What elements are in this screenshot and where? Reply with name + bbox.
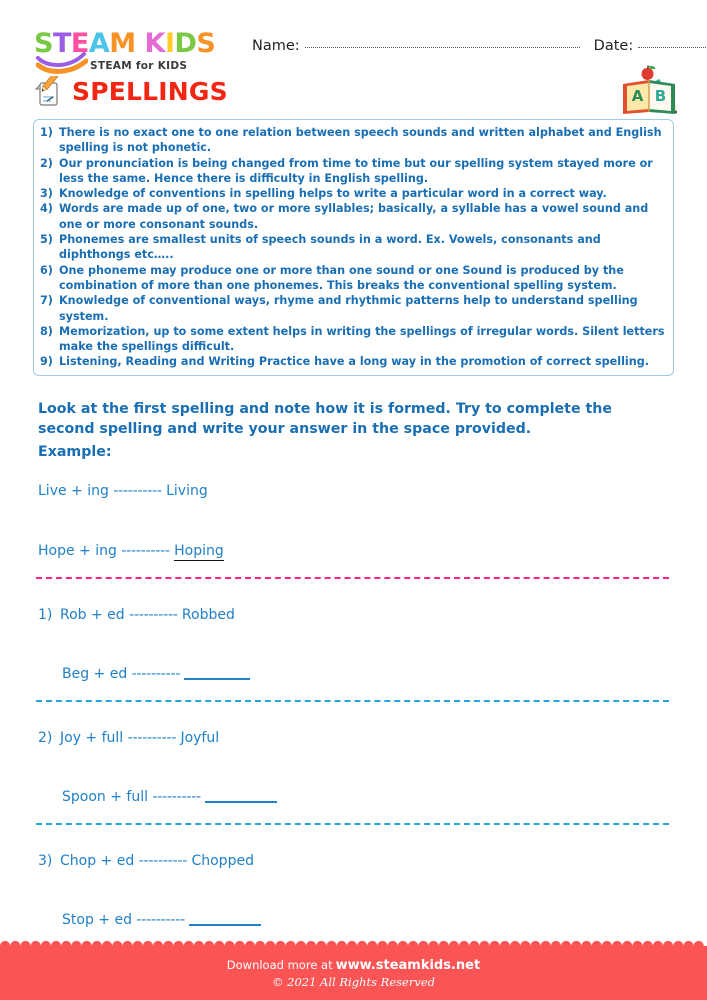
logo-letter-6: K bbox=[144, 28, 165, 59]
exercise-number: 1) bbox=[38, 607, 53, 623]
footer-copyright: © 2021 All Rights Reserved bbox=[271, 974, 435, 989]
dash-connector: ---------- bbox=[131, 666, 185, 682]
logo-letter-2: E bbox=[70, 28, 89, 59]
example-answer-filled: Hoping bbox=[174, 543, 224, 559]
instruction-number: 2) bbox=[40, 156, 53, 170]
instruction-number: 6) bbox=[40, 263, 53, 277]
instruction-number: 3) bbox=[40, 187, 53, 201]
instruction-text: Listening, Reading and Writing Practice have a long way in the promotion of correct spelling. bbox=[59, 355, 649, 369]
logo-wordmark bbox=[34, 30, 234, 58]
instructions-box bbox=[33, 119, 674, 376]
example-stem: Hope + ing bbox=[38, 543, 122, 559]
name-label: Name: bbox=[252, 38, 300, 54]
exercise-stem: Joy + full bbox=[60, 730, 128, 746]
dash-connector: ---------- bbox=[113, 483, 167, 499]
exercise-line bbox=[62, 788, 277, 806]
svg-text:B: B bbox=[654, 87, 667, 105]
instruction-item bbox=[40, 125, 666, 156]
logo-letter-0: S bbox=[34, 28, 53, 59]
exercise-line bbox=[38, 852, 254, 870]
instruction-number: 4) bbox=[40, 202, 53, 216]
dash-connector: ---------- bbox=[129, 607, 182, 623]
steam-kids-logo bbox=[34, 30, 234, 72]
answer-blank[interactable] bbox=[189, 912, 261, 926]
task-instruction: Look at the first spelling and note how it is formed. Try to complete the second spelling and write your answer in the space provided. bbox=[38, 401, 613, 437]
logo-letter-5 bbox=[136, 30, 145, 58]
exercise-stem: Chop + ed bbox=[60, 853, 139, 869]
instruction-item bbox=[40, 186, 666, 201]
example-label: Example: bbox=[38, 444, 112, 460]
logo-letter-3: A bbox=[88, 28, 110, 59]
logo-letter-9: S bbox=[196, 28, 216, 59]
worksheet-title-row bbox=[34, 76, 228, 108]
instruction-text: Knowledge of conventional ways, rhyme and rhythmic patterns help to understand spelling system. bbox=[59, 294, 638, 323]
name-date-row bbox=[252, 38, 682, 54]
answer-blank[interactable] bbox=[184, 666, 250, 680]
exercise-given-answer: Robbed bbox=[181, 607, 235, 623]
footer-scallop-edge bbox=[0, 935, 707, 946]
instruction-item bbox=[40, 324, 666, 355]
name-input-line[interactable] bbox=[305, 46, 580, 48]
exercise-line bbox=[38, 542, 224, 560]
instruction-text: Our pronunciation is being changed from time to time but our spelling system stayed more or less the same. Hence there is difficulty in English spelling. bbox=[59, 156, 653, 185]
section-divider bbox=[36, 577, 669, 579]
date-input-line[interactable] bbox=[638, 46, 707, 48]
dash-connector: ---------- bbox=[136, 912, 190, 928]
abc-book-icon bbox=[619, 64, 681, 120]
logo-letter-4: M bbox=[109, 28, 136, 59]
instruction-number: 7) bbox=[40, 294, 53, 308]
section-divider bbox=[36, 823, 669, 825]
instruction-number: 1) bbox=[40, 126, 53, 139]
instruction-text: Words are made up of one, two or more syllables; basically, a syllable has a vowel sound and one or more consonant sounds. bbox=[59, 202, 649, 231]
instruction-text: There is no exact one to one relation between speech sounds and written alphabet and English spelling is not phonetic. bbox=[59, 126, 662, 155]
instruction-text: Memorization, up to some extent helps in writing the spellings of irregular words. Silent letters make the spellings difficult. bbox=[59, 324, 665, 354]
date-label: Date: bbox=[593, 38, 634, 54]
footer-content bbox=[0, 946, 707, 1000]
instruction-item bbox=[40, 263, 666, 294]
section-divider bbox=[36, 700, 669, 702]
instruction-item bbox=[40, 156, 666, 187]
instruction-item bbox=[40, 293, 666, 324]
page-footer bbox=[0, 936, 707, 1000]
instruction-item bbox=[40, 201, 666, 232]
exercise-task-stem: Beg + ed bbox=[62, 666, 132, 682]
dash-connector: ---------- bbox=[138, 853, 192, 869]
exercise-line bbox=[38, 482, 208, 500]
exercise-given-answer: Joyful bbox=[180, 730, 220, 746]
instruction-number: 8) bbox=[40, 324, 53, 338]
answer-blank[interactable] bbox=[205, 789, 277, 803]
exercise-task-stem: Stop + ed bbox=[62, 912, 137, 928]
logo-letter-8: D bbox=[174, 28, 197, 59]
footer-download-prefix: Download more at bbox=[226, 957, 333, 972]
dash-connector: ---------- bbox=[127, 730, 181, 746]
exercise-line bbox=[62, 665, 250, 683]
instruction-text: One phoneme may produce one or more than one sound or one Sound is produced by the combination of more than one phonemes. This breaks the conventional spelling system. bbox=[59, 263, 624, 292]
footer-site-link[interactable]: www.steamkids.net bbox=[335, 957, 481, 973]
page-header bbox=[0, 0, 707, 120]
example-answer: Living bbox=[166, 483, 208, 499]
exercise-line bbox=[38, 606, 235, 624]
instruction-item bbox=[40, 232, 666, 263]
logo-letter-1: T bbox=[52, 28, 71, 59]
exercise-number: 3) bbox=[38, 853, 53, 869]
exercise-given-answer: Chopped bbox=[191, 853, 254, 869]
exercise-number: 2) bbox=[38, 730, 53, 746]
logo-tagline: STEAM for KIDS bbox=[90, 60, 188, 72]
exercise-task-stem: Spoon + full bbox=[62, 789, 153, 805]
instruction-text: Phonemes are smallest units of speech sounds in a word. Ex. Vowels, consonants and diphthongs etc….. bbox=[59, 233, 601, 262]
svg-text:A: A bbox=[631, 87, 644, 105]
instruction-number: 9) bbox=[40, 355, 53, 369]
dash-connector: ---------- bbox=[152, 789, 206, 805]
pencil-paper-icon bbox=[34, 76, 64, 108]
exercise-stem: Rob + ed bbox=[60, 607, 130, 623]
footer-download-line bbox=[227, 958, 480, 973]
exercise-line bbox=[38, 729, 219, 747]
dash-connector: ---------- bbox=[121, 543, 175, 559]
instruction-number: 5) bbox=[40, 233, 53, 247]
logo-letter-7: I bbox=[164, 28, 175, 59]
instruction-text: Knowledge of conventions in spelling helps to write a particular word in a correct way. bbox=[59, 187, 607, 201]
example-stem: Live + ing bbox=[38, 483, 114, 499]
instruction-item bbox=[40, 354, 666, 369]
exercise-line bbox=[62, 911, 261, 929]
page-title: SPELLINGS bbox=[72, 77, 228, 106]
